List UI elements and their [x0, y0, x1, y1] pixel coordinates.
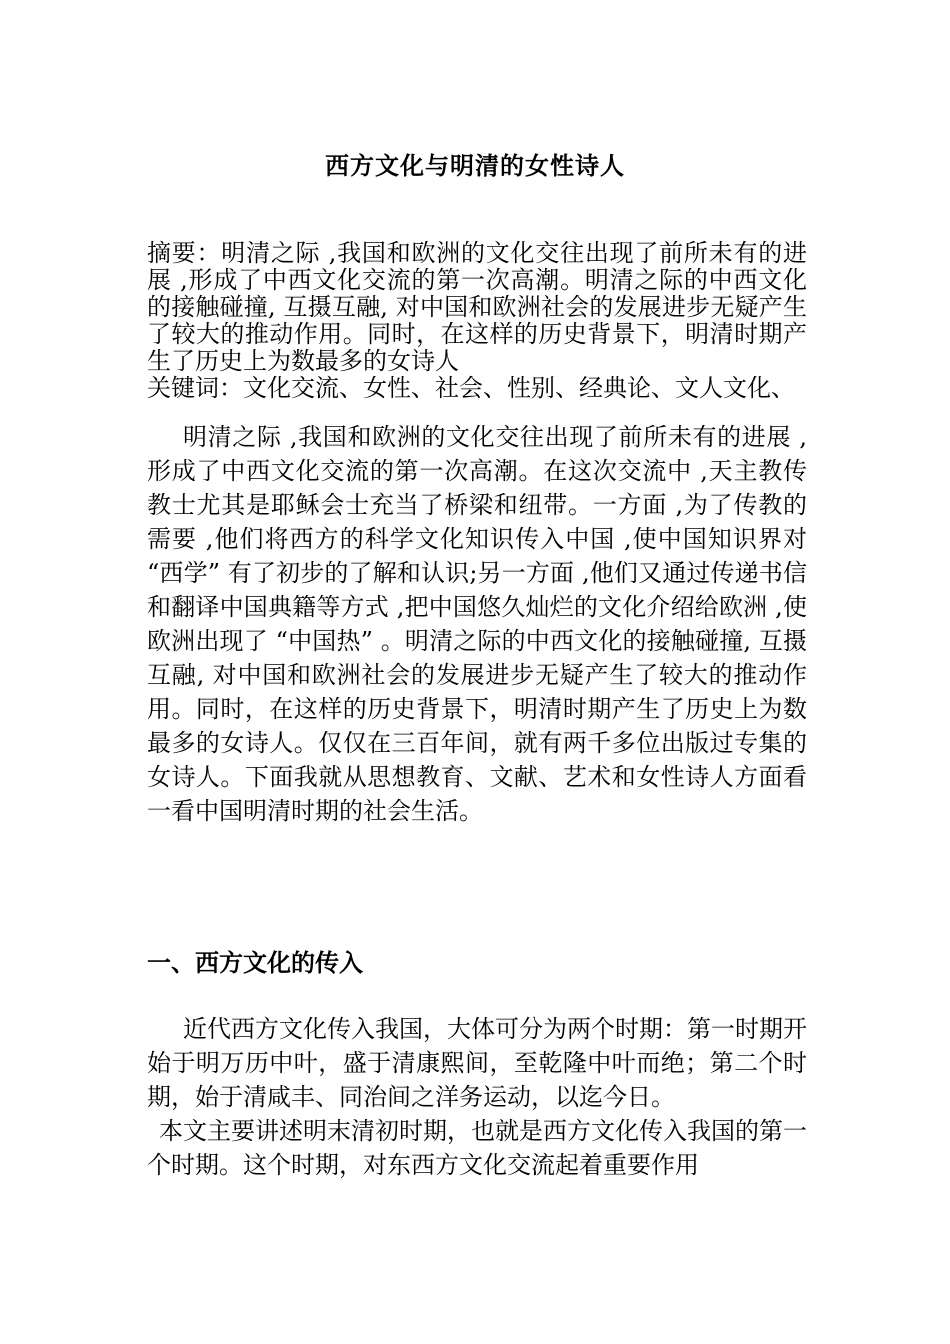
abstract-section — [147, 240, 807, 402]
intro-paragraph: 明清之际 ,我国和欧洲的文化交往出现了前所未有的进展 ,形成了中西文化交流的第一次高潮。在这次交流中 ,天主教传教士尤其是耶稣会士充当了桥梁和纽带。一方面 ,为了传教的需要 ,他们将西方的科学文化知识传入中国 ,使中国知识界对 “西学” 有了初步的了解和认识;另一方面 ,他们又通过传递书信和翻译中国典籍等方式 ,把中国悠久灿烂的文化介绍给欧洲 ,使欧洲出现了 “中国热” 。明清之际的中西文化的接触碰撞, 互摄互融, 对中国和欧洲社会的发展进步无疑产生了较大的推动作用。同时，在这样的历史背景下，明清时期产生了历史上为数最多的女诗人。仅仅在三百年间，就有两千多位出版过专集的女诗人。下面我就从思想教育、文献、艺术和女性诗人方面看一看中国明清时期的社会生活。 — [147, 423, 807, 825]
document-title: 西方文化与明清的女性诗人 — [325, 151, 625, 180]
keywords-text: 关键词：文化交流、女性、社会、性别、经典论、文人文化、 — [147, 374, 795, 402]
section-paragraph-1: 近代西方文化传入我国，大体可分为两个时期：第一时期开始于明万历中叶，盛于清康熙间，至乾隆中叶而绝；第二个时期，始于清咸丰、同治间之洋务运动，以迄今日。 — [147, 1015, 807, 1111]
abstract-text: 摘要：明清之际 ,我国和欧洲的文化交往出现了前所未有的进展 ,形成了中西文化交流的第一次高潮。明清之际的中西文化的接触碰撞, 互摄互融, 对中国和欧洲社会的发展进步无疑产生了较大的推动作用。同时，在这样的历史背景下，明清时期产生了历史上为数最多的女诗人 — [147, 239, 807, 375]
section-paragraph-2: 本文主要讲述明末清初时期，也就是西方文化传入我国的第一个时期。这个时期，对东西方文化交流起着重要作用 — [147, 1117, 807, 1179]
intro-section — [147, 420, 807, 828]
section-body — [147, 1012, 807, 1182]
section-heading: 一、西方文化的传入 — [147, 948, 363, 977]
